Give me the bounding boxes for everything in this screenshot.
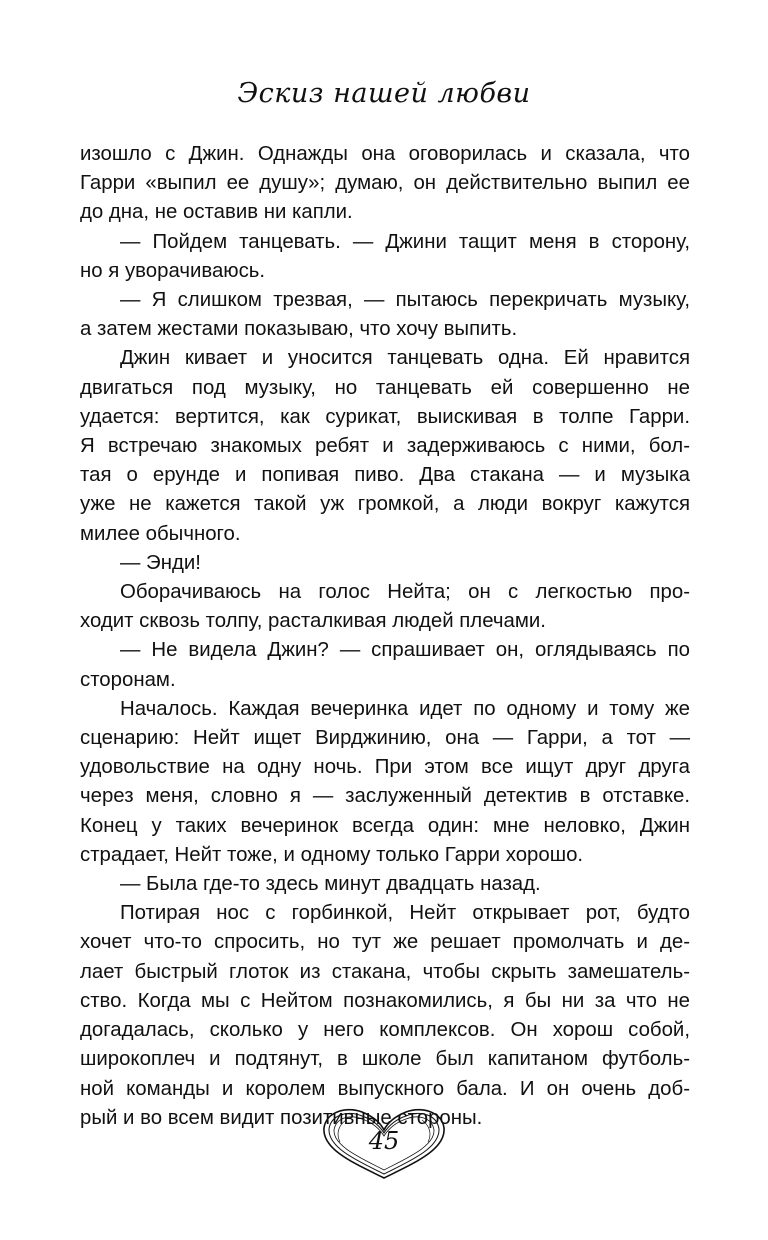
text-line: Гарри «выпил ее душу»; думаю, он действительно выпил ее <box>80 172 690 195</box>
text-line: но я уворачиваюсь. <box>80 259 266 282</box>
text-line: двигаться под музыку, но танцевать ей совершенно не <box>80 376 690 399</box>
text-line: широкоплеч и подтянут, в школе был капитаном футболь- <box>80 1048 690 1071</box>
text-line: — Не видела Джин? — спрашивает он, оглядываясь по <box>120 639 690 662</box>
text-line: — Была где-то здесь минут двадцать назад. <box>120 873 541 896</box>
text-line: лает быстрый глоток из стакана, чтобы скрыть замешатель- <box>80 960 690 983</box>
text-line: удается: вертится, как сурикат, выискивая в толпе Гарри. <box>80 405 690 428</box>
text-line: тая о ерунде и попивая пиво. Два стакана — и музыка <box>80 464 690 487</box>
text-line: Джин кивает и уносится танцевать одна. Ей нравится <box>120 347 690 370</box>
text-line: до дна, не оставив ни капли. <box>80 201 353 224</box>
text-line: страдает, Нейт тоже, и одному только Гарри хорошо. <box>80 843 584 866</box>
text-line: — Пойдем танцевать. — Джини тащит меня в сторону, <box>120 230 690 253</box>
text-line: через меня, словно я — заслуженный детектив в отставке. <box>80 785 690 808</box>
text-line: рый и во всем видит позитивные стороны. <box>80 1106 483 1129</box>
text-line: ство. Когда мы с Нейтом познакомились, я бы ни за что не <box>80 989 690 1012</box>
body-text <box>80 140 690 1133</box>
text-line: — Энди! <box>120 551 201 574</box>
text-line: ходит сквозь толпу, расталкивая людей плечами. <box>80 610 546 633</box>
text-line: — Я слишком трезвая, — пытаюсь перекричать музыку, <box>120 289 690 312</box>
text-line: милее обычного. <box>80 522 241 545</box>
page-number-badge <box>316 1104 452 1182</box>
text-line: сторонам. <box>80 668 176 691</box>
text-line: Я встречаю знакомых ребят и задерживаюсь с ними, бол- <box>80 435 690 458</box>
text-line: уже не кажется такой уж громкой, а люди вокруг кажутся <box>80 493 690 516</box>
text-line: Оборачиваюсь на голос Нейта; он с легкостью про- <box>120 581 690 604</box>
text-line: Конец у таких вечеринок всегда один: мне неловко, Джин <box>80 814 690 837</box>
text-line: удовольствие на одну ночь. При этом все ищут друг друга <box>80 756 690 779</box>
text-line: Потирая нос с горбинкой, Нейт открывает рот, будто <box>120 902 690 925</box>
text-line: ной команды и королем выпускного бала. И он очень доб- <box>80 1077 690 1100</box>
text-line: догадалась, сколько у него комплексов. Он хорош собой, <box>80 1019 690 1042</box>
running-head: Эскиз нашей любви <box>237 78 531 109</box>
page-number: 45 <box>368 1127 400 1155</box>
text-line: изошло с Джин. Однажды она оговорилась и сказала, что <box>80 143 690 165</box>
text-line: хочет что-то спросить, но тут же решает промолчать и де- <box>80 931 690 954</box>
text-line: Началось. Каждая вечеринка идет по одному и тому же <box>120 697 690 720</box>
text-line: а затем жестами показываю, что хочу выпить. <box>80 318 518 341</box>
text-line: сценарию: Нейт ищет Вирджинию, она — Гарри, а тот — <box>80 727 690 750</box>
